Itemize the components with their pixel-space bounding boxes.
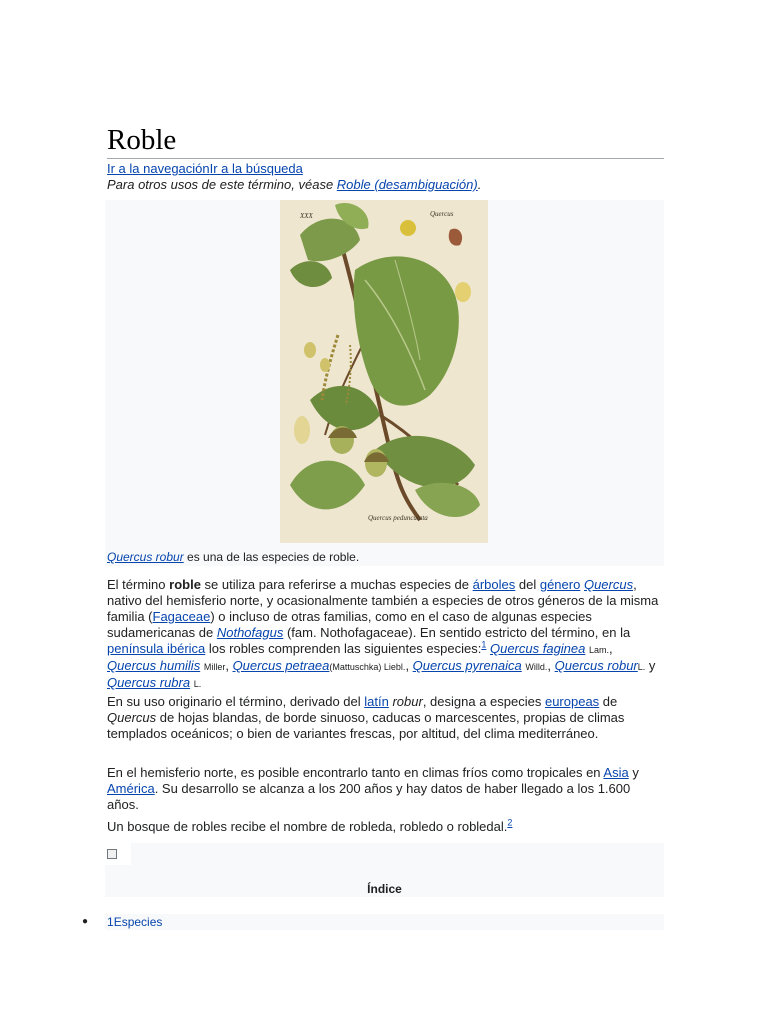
bullet-icon: ● bbox=[82, 916, 89, 927]
toc-list-item bbox=[82, 914, 664, 930]
infobox-thumbnail bbox=[105, 200, 664, 566]
jump-links bbox=[107, 160, 303, 177]
paragraph-2: En su uso originario el término, derivado del latín robur, designa a especies europeas de Quercus de hojas blandas, de borde sinuoso, caducas o marcescentes, propias de climas templados oceánicos; o bien de variantes frescas, por altitud, del clima mediterráneo. bbox=[107, 694, 625, 741]
link-quercus[interactable]: Quercus bbox=[583, 577, 634, 592]
toc-title: Índice bbox=[367, 882, 402, 896]
page-title: Roble bbox=[107, 122, 664, 159]
jump-to-search-link[interactable]: Ir a la búsqueda bbox=[209, 161, 303, 176]
image-caption: Quercus robur es una de las especies de roble. bbox=[107, 550, 360, 564]
link-quercus-humilis[interactable]: Quercus humilis bbox=[107, 658, 201, 673]
jump-to-navigation-link[interactable]: Ir a la navegación bbox=[107, 161, 210, 176]
caption-quercus-robur-link[interactable]: Quercus robur bbox=[107, 550, 184, 564]
disambiguation-link[interactable]: Roble (desambiguación) bbox=[336, 177, 478, 192]
link-quercus-faginea[interactable]: Quercus faginea bbox=[489, 641, 586, 656]
link-latin[interactable]: latín bbox=[364, 694, 389, 709]
link-quercus-robur[interactable]: Quercus robur bbox=[554, 658, 638, 673]
link-quercus-pyrenaica[interactable]: Quercus pyrenaica bbox=[412, 658, 522, 673]
plate-corner-label: Quercus bbox=[430, 210, 454, 218]
link-arboles[interactable]: árboles bbox=[472, 577, 516, 592]
hatnote: Para otros usos de este término, véase Roble (desambiguación). bbox=[107, 177, 482, 192]
checkbox-icon bbox=[107, 849, 117, 859]
toc-toggle-checkbox[interactable] bbox=[105, 843, 131, 865]
link-quercus-rubra[interactable]: Quercus rubra bbox=[107, 675, 191, 690]
link-peninsula-iberica[interactable]: península ibérica bbox=[107, 641, 206, 656]
link-quercus-petraea[interactable]: Quercus petraea bbox=[232, 658, 330, 673]
toc-link-especies[interactable] bbox=[107, 914, 162, 930]
link-nothofagus[interactable]: Nothofagus bbox=[216, 625, 284, 640]
link-asia[interactable]: Asia bbox=[603, 765, 629, 780]
reference-2[interactable]: 2 bbox=[507, 817, 513, 828]
link-fagaceae[interactable]: Fagaceae bbox=[152, 609, 211, 624]
toc-item-number: 1 bbox=[107, 915, 114, 929]
toc-item-label: Especies bbox=[113, 915, 163, 929]
paragraph-1: El término roble se utiliza para referirse a muchas especies de árboles del género Quercus, nativo del hemisferio norte, y ocasionalmente también a especies de otros géneros de la misma familia (Fagaceae) o incluso de otras familias, como en el caso de algunas especies sudamericanas de Nothofagus (fam. Nothofagaceae). En sentido estricto del término, en la península ibérica los robles comprenden las siguientes especies:$^1$ Quercus faginea Lam., Quercus humilis Miller, Quercus petraea(Mattuschka) Liebl., Quercus pyrenaica Willd., Quercus roburL. y Quercus rubra L. bbox=[107, 577, 659, 690]
paragraph-4: Un bosque de robles recibe el nombre de robleda, robledo o robledal.$^2$ bbox=[107, 817, 513, 834]
table-of-contents bbox=[105, 843, 664, 897]
quercus-robur-illustration[interactable] bbox=[280, 200, 488, 543]
reference-1[interactable]: 1 bbox=[481, 639, 487, 650]
plate-number-label: XXX bbox=[300, 212, 313, 220]
paragraph-3: En el hemisferio norte, es posible encontrarlo tanto en climas fríos como tropicales en Asia y América. Su desarrollo se alcanza a los 200 años y hay datos de haber llegado a los 1.600 años. bbox=[107, 765, 639, 812]
plate-species-label: Quercus pedunculata bbox=[368, 514, 428, 522]
link-america[interactable]: América bbox=[107, 781, 155, 796]
link-genero[interactable]: género bbox=[539, 577, 581, 592]
link-europeas[interactable]: europeas bbox=[544, 694, 600, 709]
